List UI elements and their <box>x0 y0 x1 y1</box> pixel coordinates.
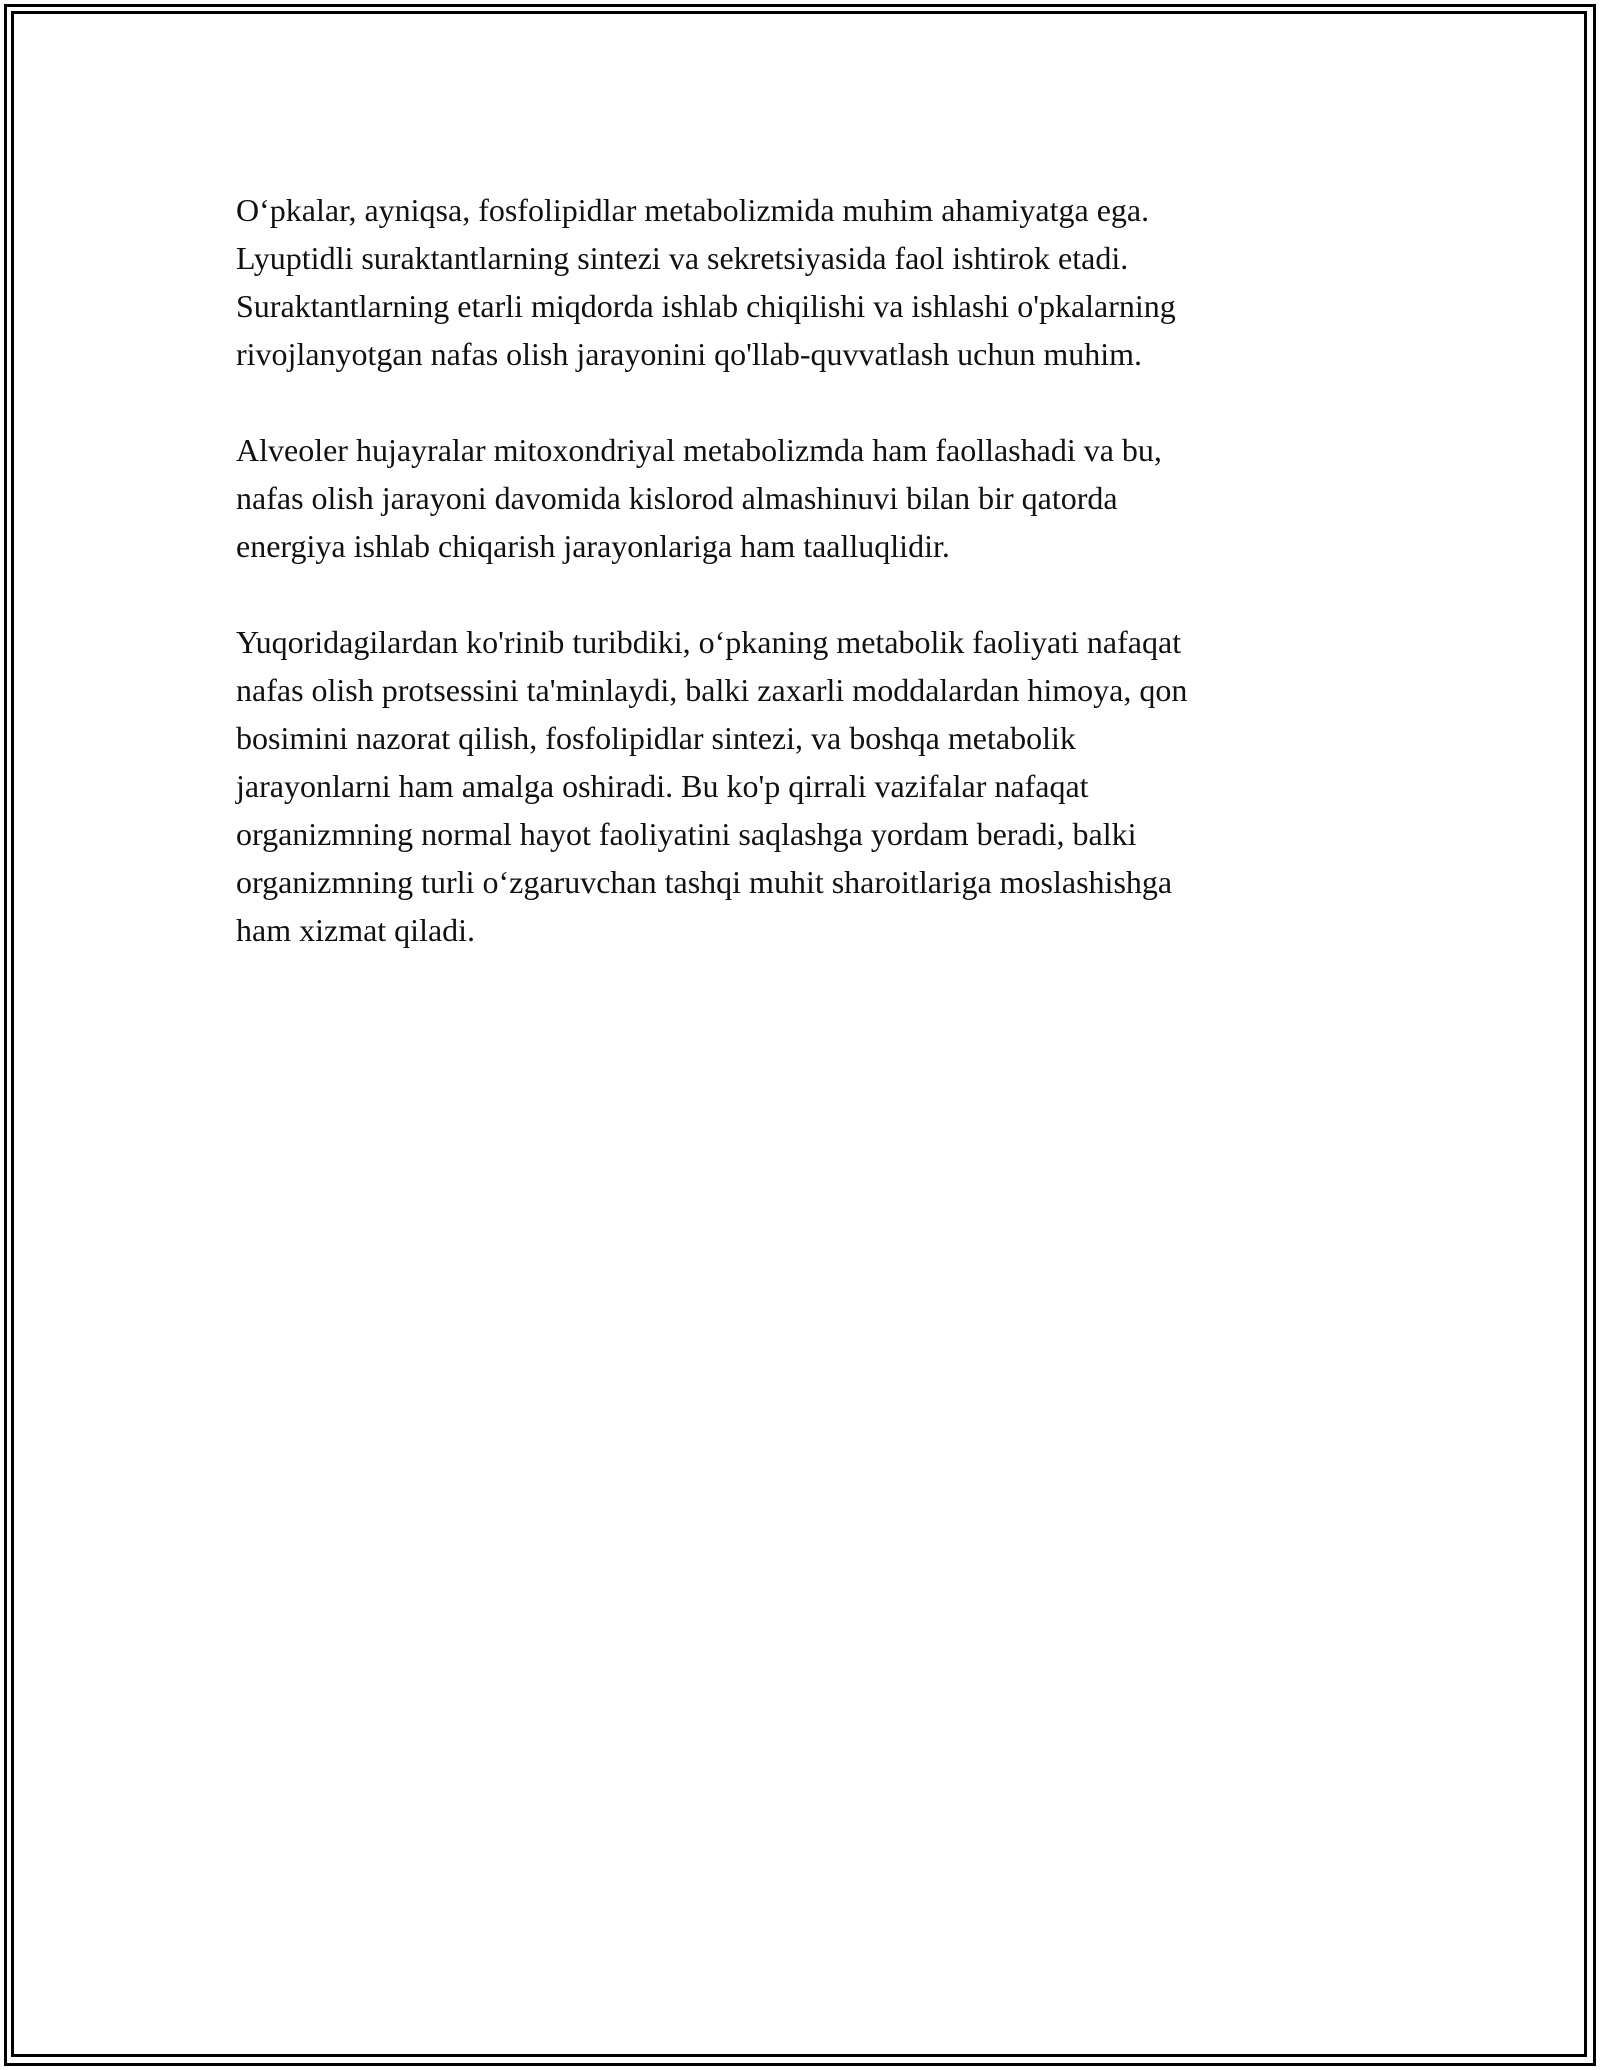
text-line: Suraktantlarning etarli miqdorda ishlab chiqilishi va ishlashi o'pkalarning <box>236 288 1176 324</box>
text-line: Yuqoridagilardan ko'rinib turibdiki, o‘pkaning metabolik faoliyati nafaqat <box>236 624 1182 660</box>
text-line: Lyuptidli suraktantlarning sintezi va sekretsiyasida faol ishtirok etadi. <box>236 240 1129 276</box>
text-line: Alveoler hujayralar mitoxondriyal metabolizmda ham faollashadi va bu, <box>236 432 1162 468</box>
text-line: nafas olish protsessini ta'minlaydi, balki zaxarli moddalardan himoya, qon <box>236 672 1188 708</box>
text-line: organizmning normal hayot faoliyatini saqlashga yordam beradi, balki <box>236 816 1137 852</box>
paragraph-2 <box>236 426 1346 570</box>
text-line: rivojlanyotgan nafas olish jarayonini qo'llab-quvvatlash uchun muhim. <box>236 336 1143 372</box>
text-line: energiya ishlab chiqarish jarayonlariga ham taalluqlidir. <box>236 528 950 564</box>
text-line: jarayonlarni ham amalga oshiradi. Bu ko'p qirrali vazifalar nafaqat <box>236 768 1089 804</box>
text-line: O‘pkalar, ayniqsa, fosfolipidlar metabolizmida muhim ahamiyatga ega. <box>236 192 1150 228</box>
text-line: ham xizmat qiladi. <box>236 912 476 948</box>
paragraph-1 <box>236 186 1346 378</box>
text-line: bosimini nazorat qilish, fosfolipidlar sintezi, va boshqa metabolik <box>236 720 1076 756</box>
text-line: organizmning turli o‘zgaruvchan tashqi muhit sharoitlariga moslashishga <box>236 864 1173 900</box>
document-body <box>236 186 1346 1002</box>
paragraph-3 <box>236 618 1346 954</box>
text-line: nafas olish jarayoni davomida kislorod almashinuvi bilan bir qatorda <box>236 480 1118 516</box>
